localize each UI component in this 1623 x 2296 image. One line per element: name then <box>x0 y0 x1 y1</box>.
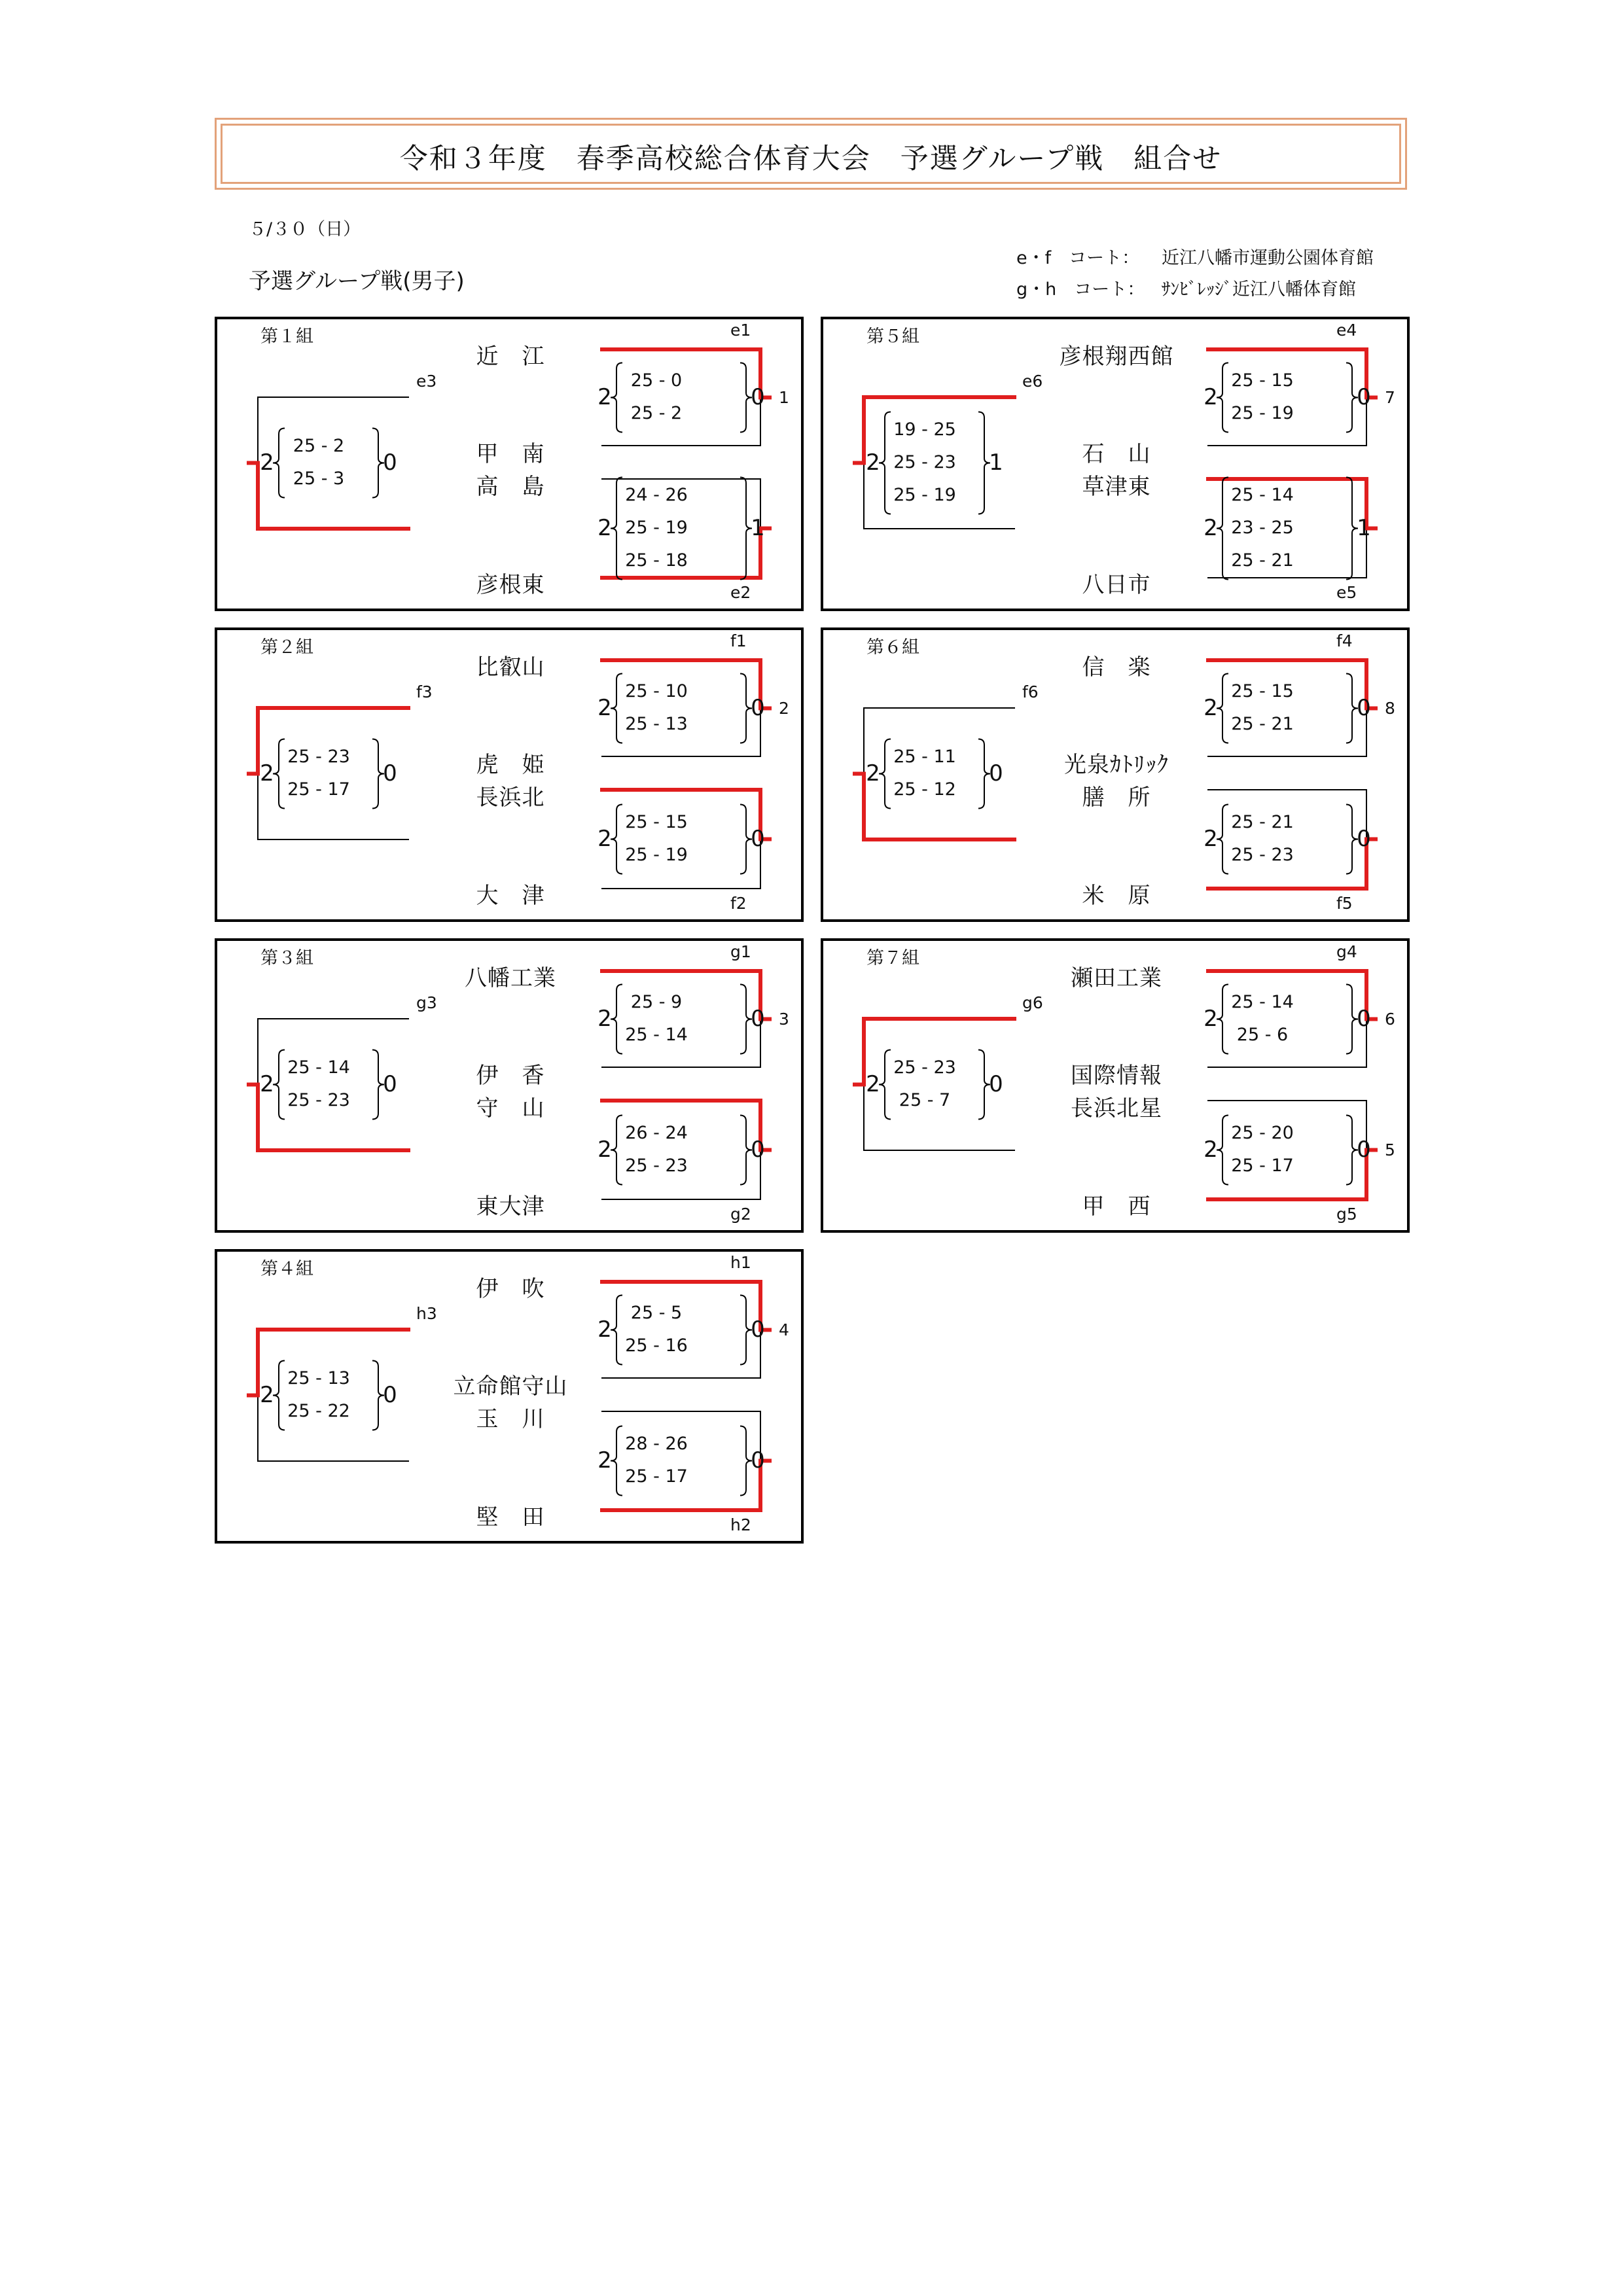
team-name: 膳 所 <box>1082 785 1151 811</box>
final-sets-won-left: 2 <box>260 449 274 476</box>
lower-match-label: g5 <box>1336 1205 1357 1224</box>
team-name: 守 山 <box>476 1095 545 1122</box>
lower-sets-won-left: 2 <box>597 825 612 852</box>
lower-sets-won-right: 0 <box>1357 1136 1371 1163</box>
upper-set-score: 25 - 9 <box>630 991 683 1012</box>
lower-set-score: 25 - 23 <box>625 1155 688 1176</box>
team-name: 甲 西 <box>1082 1193 1151 1220</box>
upper-set-score: 25 - 16 <box>625 1335 688 1356</box>
upper-set-score: 25 - 14 <box>625 1024 688 1045</box>
team-name: 信 楽 <box>1082 654 1151 680</box>
court-gh-venue: ｻﾝﾋﾞﾚｯｼﾞ近江八幡体育館 <box>1162 279 1356 300</box>
group-panel <box>215 627 804 922</box>
final-set-score: 25 - 11 <box>893 746 956 767</box>
upper-set-score: 25 - 2 <box>630 402 683 423</box>
upper-match-label: f4 <box>1336 631 1353 650</box>
lower-set-score: 25 - 19 <box>625 517 688 538</box>
lower-sets-won-right: 0 <box>751 825 765 852</box>
lower-set-score: 23 - 25 <box>1231 517 1294 538</box>
lower-sets-won-left: 2 <box>597 1136 612 1163</box>
team-name: 東大津 <box>476 1193 545 1220</box>
group-name: 第２組 <box>260 637 313 658</box>
match-date: ５/３０（日） <box>249 219 361 239</box>
upper-sets-won-left: 2 <box>1204 694 1218 721</box>
team-name: 高 島 <box>476 474 545 500</box>
upper-rank-number: 6 <box>1385 1009 1395 1029</box>
team-name: 米 原 <box>1082 883 1151 909</box>
team-name: 堅 田 <box>476 1504 545 1530</box>
final-match-label: e6 <box>1022 372 1043 391</box>
upper-sets-won-right: 0 <box>751 383 765 410</box>
upper-set-score: 25 - 15 <box>1231 680 1294 701</box>
final-sets-won-right: 0 <box>383 760 397 786</box>
section-subtitle: 予選グループ戦(男子) <box>249 268 465 294</box>
upper-rank-number: 3 <box>779 1009 789 1029</box>
lower-sets-won-right: 1 <box>1357 514 1371 541</box>
lower-sets-won-right: 0 <box>1357 825 1371 852</box>
upper-match-label: h1 <box>730 1253 751 1272</box>
final-sets-won-left: 2 <box>260 1070 274 1097</box>
lower-set-score: 25 - 15 <box>625 811 688 832</box>
lower-set-score: 26 - 24 <box>625 1122 688 1143</box>
lower-set-score: 25 - 23 <box>1231 844 1294 865</box>
group-name: 第３組 <box>260 948 313 968</box>
upper-rank-number: 4 <box>779 1320 789 1339</box>
upper-sets-won-left: 2 <box>597 1005 612 1032</box>
upper-rank-number: 7 <box>1385 387 1395 407</box>
final-sets-won-right: 0 <box>383 449 397 476</box>
upper-set-score: 25 - 10 <box>625 680 688 701</box>
court-ef-label: e・f コート： <box>1016 248 1140 268</box>
upper-sets-won-right: 0 <box>1357 1005 1371 1032</box>
team-name: 長浜北 <box>476 785 545 811</box>
upper-set-score: 25 - 13 <box>625 713 688 734</box>
lower-set-score: 25 - 17 <box>625 1466 688 1487</box>
group-panel <box>215 938 804 1233</box>
team-name: 立命館守山 <box>453 1373 568 1400</box>
upper-sets-won-right: 0 <box>1357 694 1371 721</box>
final-sets-won-right: 0 <box>989 1070 1003 1097</box>
final-set-score: 25 - 19 <box>893 484 956 505</box>
final-set-score: 25 - 3 <box>293 468 345 489</box>
lower-match-label: e5 <box>1336 583 1357 602</box>
final-sets-won-left: 2 <box>866 449 880 476</box>
upper-sets-won-left: 2 <box>1204 383 1218 410</box>
team-name: 伊 香 <box>476 1063 545 1089</box>
upper-set-score: 25 - 15 <box>1231 370 1294 391</box>
lower-match-label: f2 <box>730 894 747 913</box>
upper-set-score: 25 - 19 <box>1231 402 1294 423</box>
upper-sets-won-right: 0 <box>751 1005 765 1032</box>
upper-sets-won-left: 2 <box>1204 1005 1218 1032</box>
final-set-score: 25 - 22 <box>287 1400 350 1421</box>
upper-set-score: 25 - 6 <box>1236 1024 1289 1045</box>
team-name: 虎 姫 <box>476 752 545 778</box>
team-name: 八幡工業 <box>465 965 556 991</box>
team-name: 光泉ｶﾄﾘｯｸ <box>1064 752 1169 778</box>
upper-set-score: 25 - 14 <box>1231 991 1294 1012</box>
upper-set-score: 25 - 0 <box>630 370 683 391</box>
lower-sets-won-right: 1 <box>751 514 765 541</box>
team-name: 近 江 <box>476 344 545 370</box>
team-name: 彦根東 <box>476 572 545 598</box>
lower-sets-won-left: 2 <box>597 514 612 541</box>
lower-set-score: 24 - 26 <box>625 484 688 505</box>
group-name: 第５組 <box>866 327 919 347</box>
team-name: 瀬田工業 <box>1071 965 1162 991</box>
final-sets-won-left: 2 <box>260 760 274 786</box>
final-set-score: 25 - 23 <box>893 1057 956 1078</box>
page-title: 令和３年度 春季高校総合体育大会 予選グループ戦 組合せ <box>399 143 1222 175</box>
lower-match-label: g2 <box>730 1205 751 1224</box>
group-name: 第７組 <box>866 948 919 968</box>
lower-match-label: e2 <box>730 583 751 602</box>
team-name: 甲 南 <box>476 441 545 467</box>
team-name: 八日市 <box>1082 572 1151 598</box>
upper-sets-won-left: 2 <box>597 694 612 721</box>
team-name: 国際情報 <box>1071 1063 1162 1089</box>
group-name: 第６組 <box>866 637 919 658</box>
upper-rank-number: 8 <box>1385 698 1395 718</box>
lower-sets-won-left: 2 <box>1204 825 1218 852</box>
lower-set-score: 25 - 21 <box>1231 811 1294 832</box>
lower-set-score: 25 - 21 <box>1231 550 1294 571</box>
lower-match-label: f5 <box>1336 894 1353 913</box>
lower-match-label: h2 <box>730 1515 751 1534</box>
upper-rank-number: 2 <box>779 698 789 718</box>
group-panel <box>215 1249 804 1544</box>
lower-set-score: 25 - 17 <box>1231 1155 1294 1176</box>
lower-sets-won-left: 2 <box>1204 514 1218 541</box>
upper-sets-won-right: 0 <box>751 1316 765 1343</box>
final-sets-won-right: 0 <box>383 1381 397 1408</box>
final-set-score: 25 - 7 <box>899 1089 951 1110</box>
final-set-score: 19 - 25 <box>893 419 956 440</box>
title-box <box>215 118 1407 190</box>
team-name: 草津東 <box>1082 474 1151 500</box>
group-panel <box>821 317 1410 611</box>
final-set-score: 25 - 23 <box>287 746 350 767</box>
final-set-score: 25 - 17 <box>287 779 350 800</box>
lower-set-score: 25 - 14 <box>1231 484 1294 505</box>
upper-sets-won-right: 0 <box>751 694 765 721</box>
team-name: 長浜北星 <box>1071 1095 1162 1122</box>
final-set-score: 25 - 13 <box>287 1368 350 1388</box>
final-set-score: 25 - 12 <box>893 779 956 800</box>
team-name: 彦根翔西館 <box>1059 344 1174 370</box>
lower-sets-won-right: 0 <box>751 1136 765 1163</box>
final-match-label: e3 <box>416 372 437 391</box>
upper-set-score: 25 - 21 <box>1231 713 1294 734</box>
final-sets-won-left: 2 <box>260 1381 274 1408</box>
lower-set-score: 25 - 19 <box>625 844 688 865</box>
lower-set-score: 28 - 26 <box>625 1433 688 1454</box>
upper-match-label: g1 <box>730 942 751 961</box>
upper-match-label: f1 <box>730 631 747 650</box>
court-ef-venue: 近江八幡市運動公園体育館 <box>1162 248 1374 268</box>
final-set-score: 25 - 23 <box>893 451 956 472</box>
final-match-label: f6 <box>1022 682 1039 701</box>
lower-set-score: 25 - 18 <box>625 550 688 571</box>
lower-sets-won-left: 2 <box>597 1447 612 1474</box>
group-name: 第４組 <box>260 1259 313 1279</box>
group-panel <box>215 317 804 611</box>
lower-sets-won-left: 2 <box>1204 1136 1218 1163</box>
final-sets-won-left: 2 <box>866 760 880 786</box>
final-sets-won-right: 1 <box>989 449 1003 476</box>
final-set-score: 25 - 14 <box>287 1057 350 1078</box>
group-panel <box>821 627 1410 922</box>
final-match-label: h3 <box>416 1304 437 1323</box>
team-name: 比叡山 <box>476 654 545 680</box>
upper-match-label: e1 <box>730 321 751 340</box>
court-gh-label: g・h コート： <box>1016 279 1145 300</box>
upper-match-label: g4 <box>1336 942 1357 961</box>
final-sets-won-right: 0 <box>989 760 1003 786</box>
team-name: 玉 川 <box>476 1406 545 1432</box>
final-sets-won-right: 0 <box>383 1070 397 1097</box>
lower-set-score: 25 - 20 <box>1231 1122 1294 1143</box>
lower-rank-number: 5 <box>1385 1140 1395 1159</box>
final-set-score: 25 - 23 <box>287 1089 350 1110</box>
team-name: 大 津 <box>476 883 545 909</box>
team-name: 伊 吹 <box>476 1276 545 1302</box>
group-panel <box>821 938 1410 1233</box>
final-set-score: 25 - 2 <box>293 435 345 456</box>
upper-rank-number: 1 <box>779 387 789 407</box>
team-name: 石 山 <box>1082 441 1151 467</box>
upper-sets-won-left: 2 <box>597 383 612 410</box>
final-sets-won-left: 2 <box>866 1070 880 1097</box>
lower-sets-won-right: 0 <box>751 1447 765 1474</box>
final-match-label: f3 <box>416 682 433 701</box>
upper-set-score: 25 - 5 <box>630 1302 683 1323</box>
upper-sets-won-left: 2 <box>597 1316 612 1343</box>
final-match-label: g3 <box>416 993 437 1012</box>
upper-match-label: e4 <box>1336 321 1357 340</box>
upper-sets-won-right: 0 <box>1357 383 1371 410</box>
final-match-label: g6 <box>1022 993 1043 1012</box>
group-name: 第１組 <box>260 327 313 347</box>
